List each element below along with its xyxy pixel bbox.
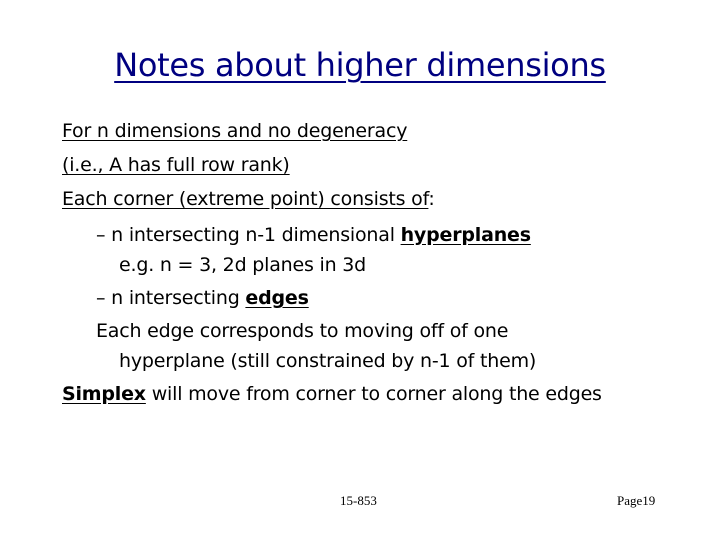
edges-term: edges — [245, 287, 309, 309]
simplex-term: Simplex — [62, 383, 146, 405]
sub-bullet-edges — [96, 287, 309, 309]
sub-bullet-hyperplanes — [96, 224, 531, 246]
example-line: e.g. n = 3, 2d planes in 3d — [119, 254, 367, 276]
edge-explanation-line-2: hyperplane (still constrained by n-1 of them) — [119, 350, 537, 372]
corner-definition-text: Each corner (extreme point) consists of — [62, 188, 429, 210]
bullet-line-3 — [62, 188, 435, 210]
simplex-line — [62, 383, 602, 405]
footer-course-number: 15-853 — [340, 493, 377, 508]
edges-lead-text: – n intersecting — [96, 287, 246, 309]
simplex-description: will move from corner to corner along the edges — [145, 383, 602, 405]
slide-title: Notes about higher dimensions — [114, 46, 606, 84]
footer-page-number: Page19 — [617, 493, 656, 508]
edge-explanation-line-1: Each edge corresponds to moving off of one — [96, 320, 509, 342]
bullet-line-1: For n dimensions and no degeneracy — [62, 120, 408, 142]
hyperplanes-lead-text: – n intersecting n-1 dimensional — [96, 224, 401, 246]
colon-text: : — [428, 188, 435, 210]
hyperplanes-term: hyperplanes — [400, 224, 531, 246]
bullet-line-2: (i.e., A has full row rank) — [62, 154, 290, 176]
